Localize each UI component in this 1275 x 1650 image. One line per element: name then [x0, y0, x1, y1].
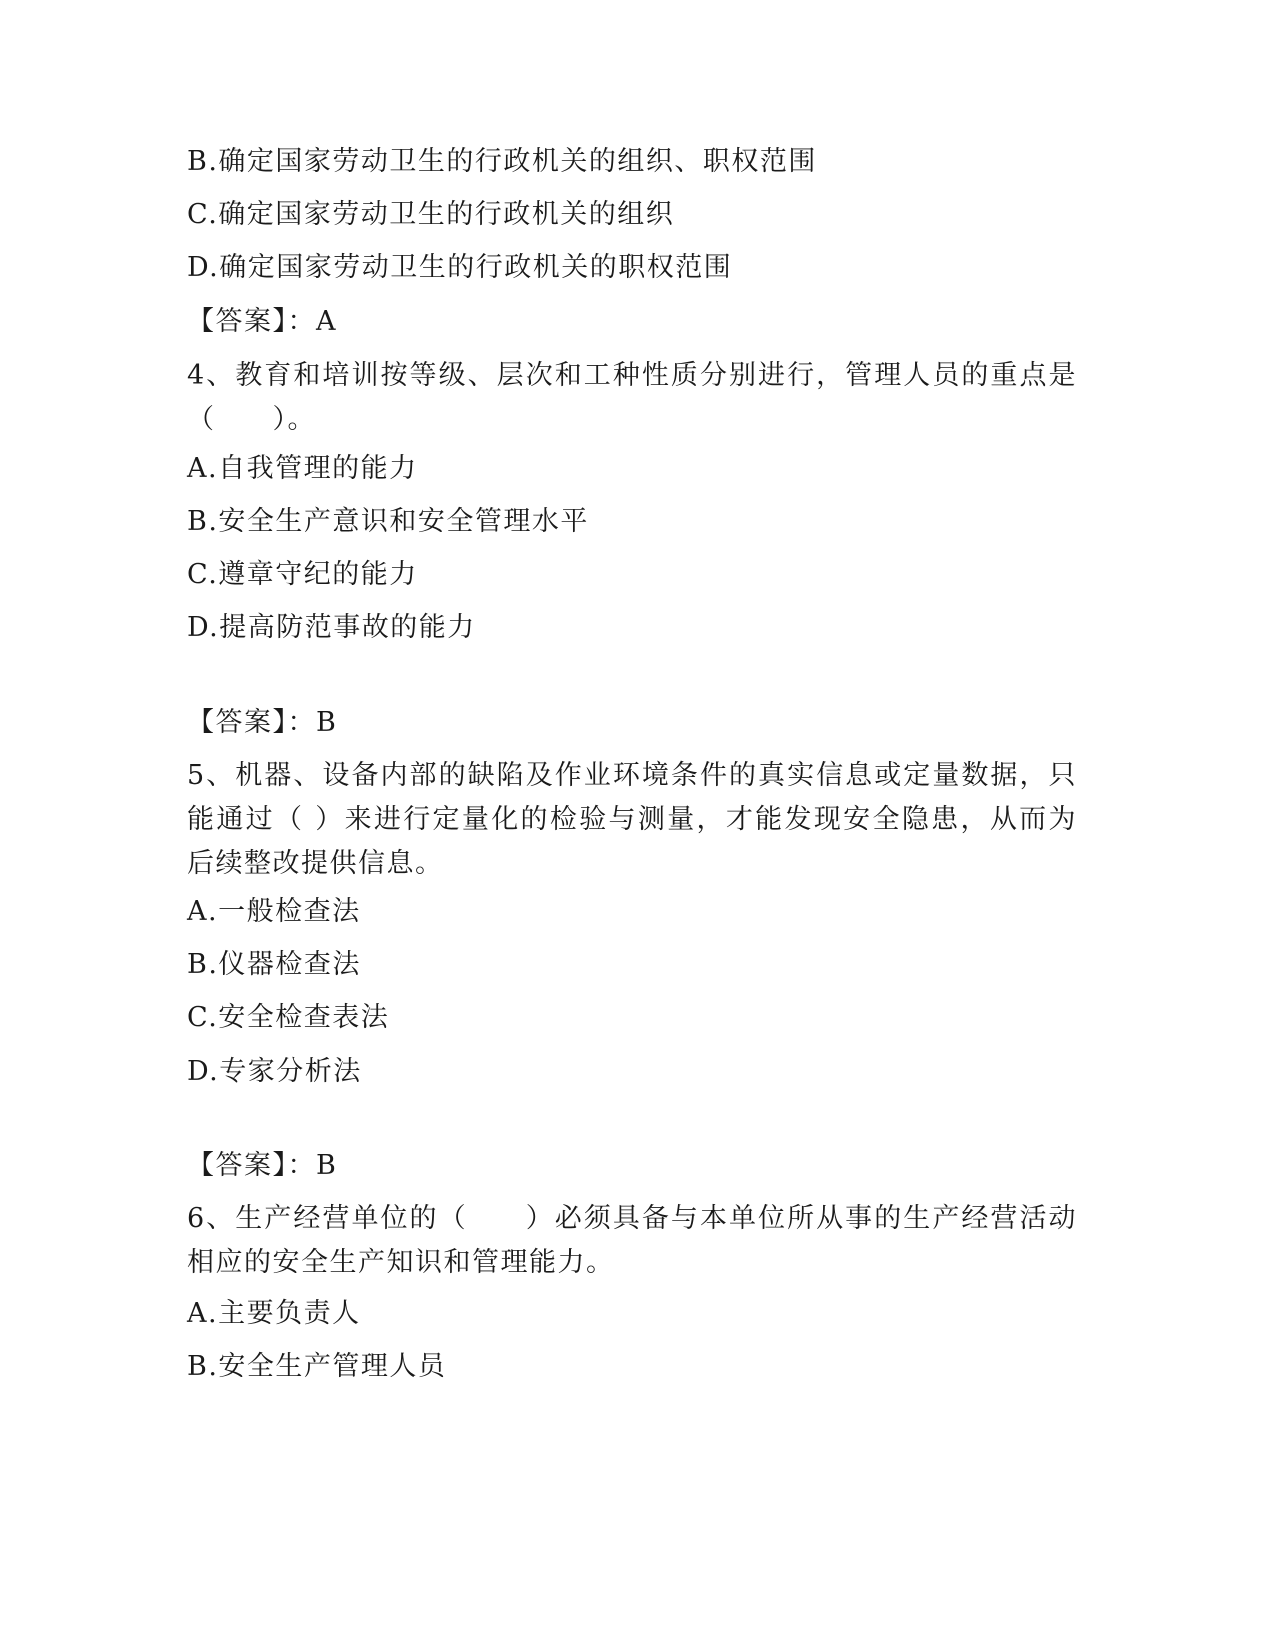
q3-option-d: D.确定国家劳动卫生的行政机关的职权范围 — [187, 252, 733, 283]
q4-option-d: D.提高防范事故的能力 — [187, 612, 476, 643]
q5-option-a: A.一般检查法 — [187, 896, 361, 927]
q4-option-c: C.遵章守纪的能力 — [187, 559, 418, 590]
q5-stem: 5、机器、设备内部的缺陷及作业环境条件的真实信息或定量数据，只能通过（ ）来进行定量化的检验与测量，才能发现安全隐患，从而为后续整改提供信息。 — [187, 760, 1077, 879]
q4-answer: 【答案】：B — [187, 707, 338, 738]
q3-option-b: B.确定国家劳动卫生的行政机关的组织、职权范围 — [187, 146, 817, 177]
q4-option-b: B.安全生产意识和安全管理水平 — [187, 506, 589, 537]
q5-option-c: C.安全检查表法 — [187, 1002, 390, 1033]
q6-stem: 6、生产经营单位的（ ）必须具备与本单位所从事的生产经营活动相应的安全生产知识和管理能力。 — [187, 1203, 1077, 1278]
q6-option-b: B.安全生产管理人员 — [187, 1351, 447, 1382]
q3-answer: 【答案】：A — [187, 306, 337, 337]
q4-stem: 4、教育和培训按等级、层次和工种性质分别进行，管理人员的重点是（ ）。 — [187, 360, 1077, 435]
q5-answer: 【答案】：B — [187, 1150, 338, 1181]
q4-option-a: A.自我管理的能力 — [187, 453, 418, 484]
q3-option-c: C.确定国家劳动卫生的行政机关的组织 — [187, 199, 675, 230]
q5-option-b: B.仪器检查法 — [187, 949, 361, 980]
q5-option-d: D.专家分析法 — [187, 1056, 362, 1087]
q6-option-a: A.主要负责人 — [187, 1298, 361, 1329]
